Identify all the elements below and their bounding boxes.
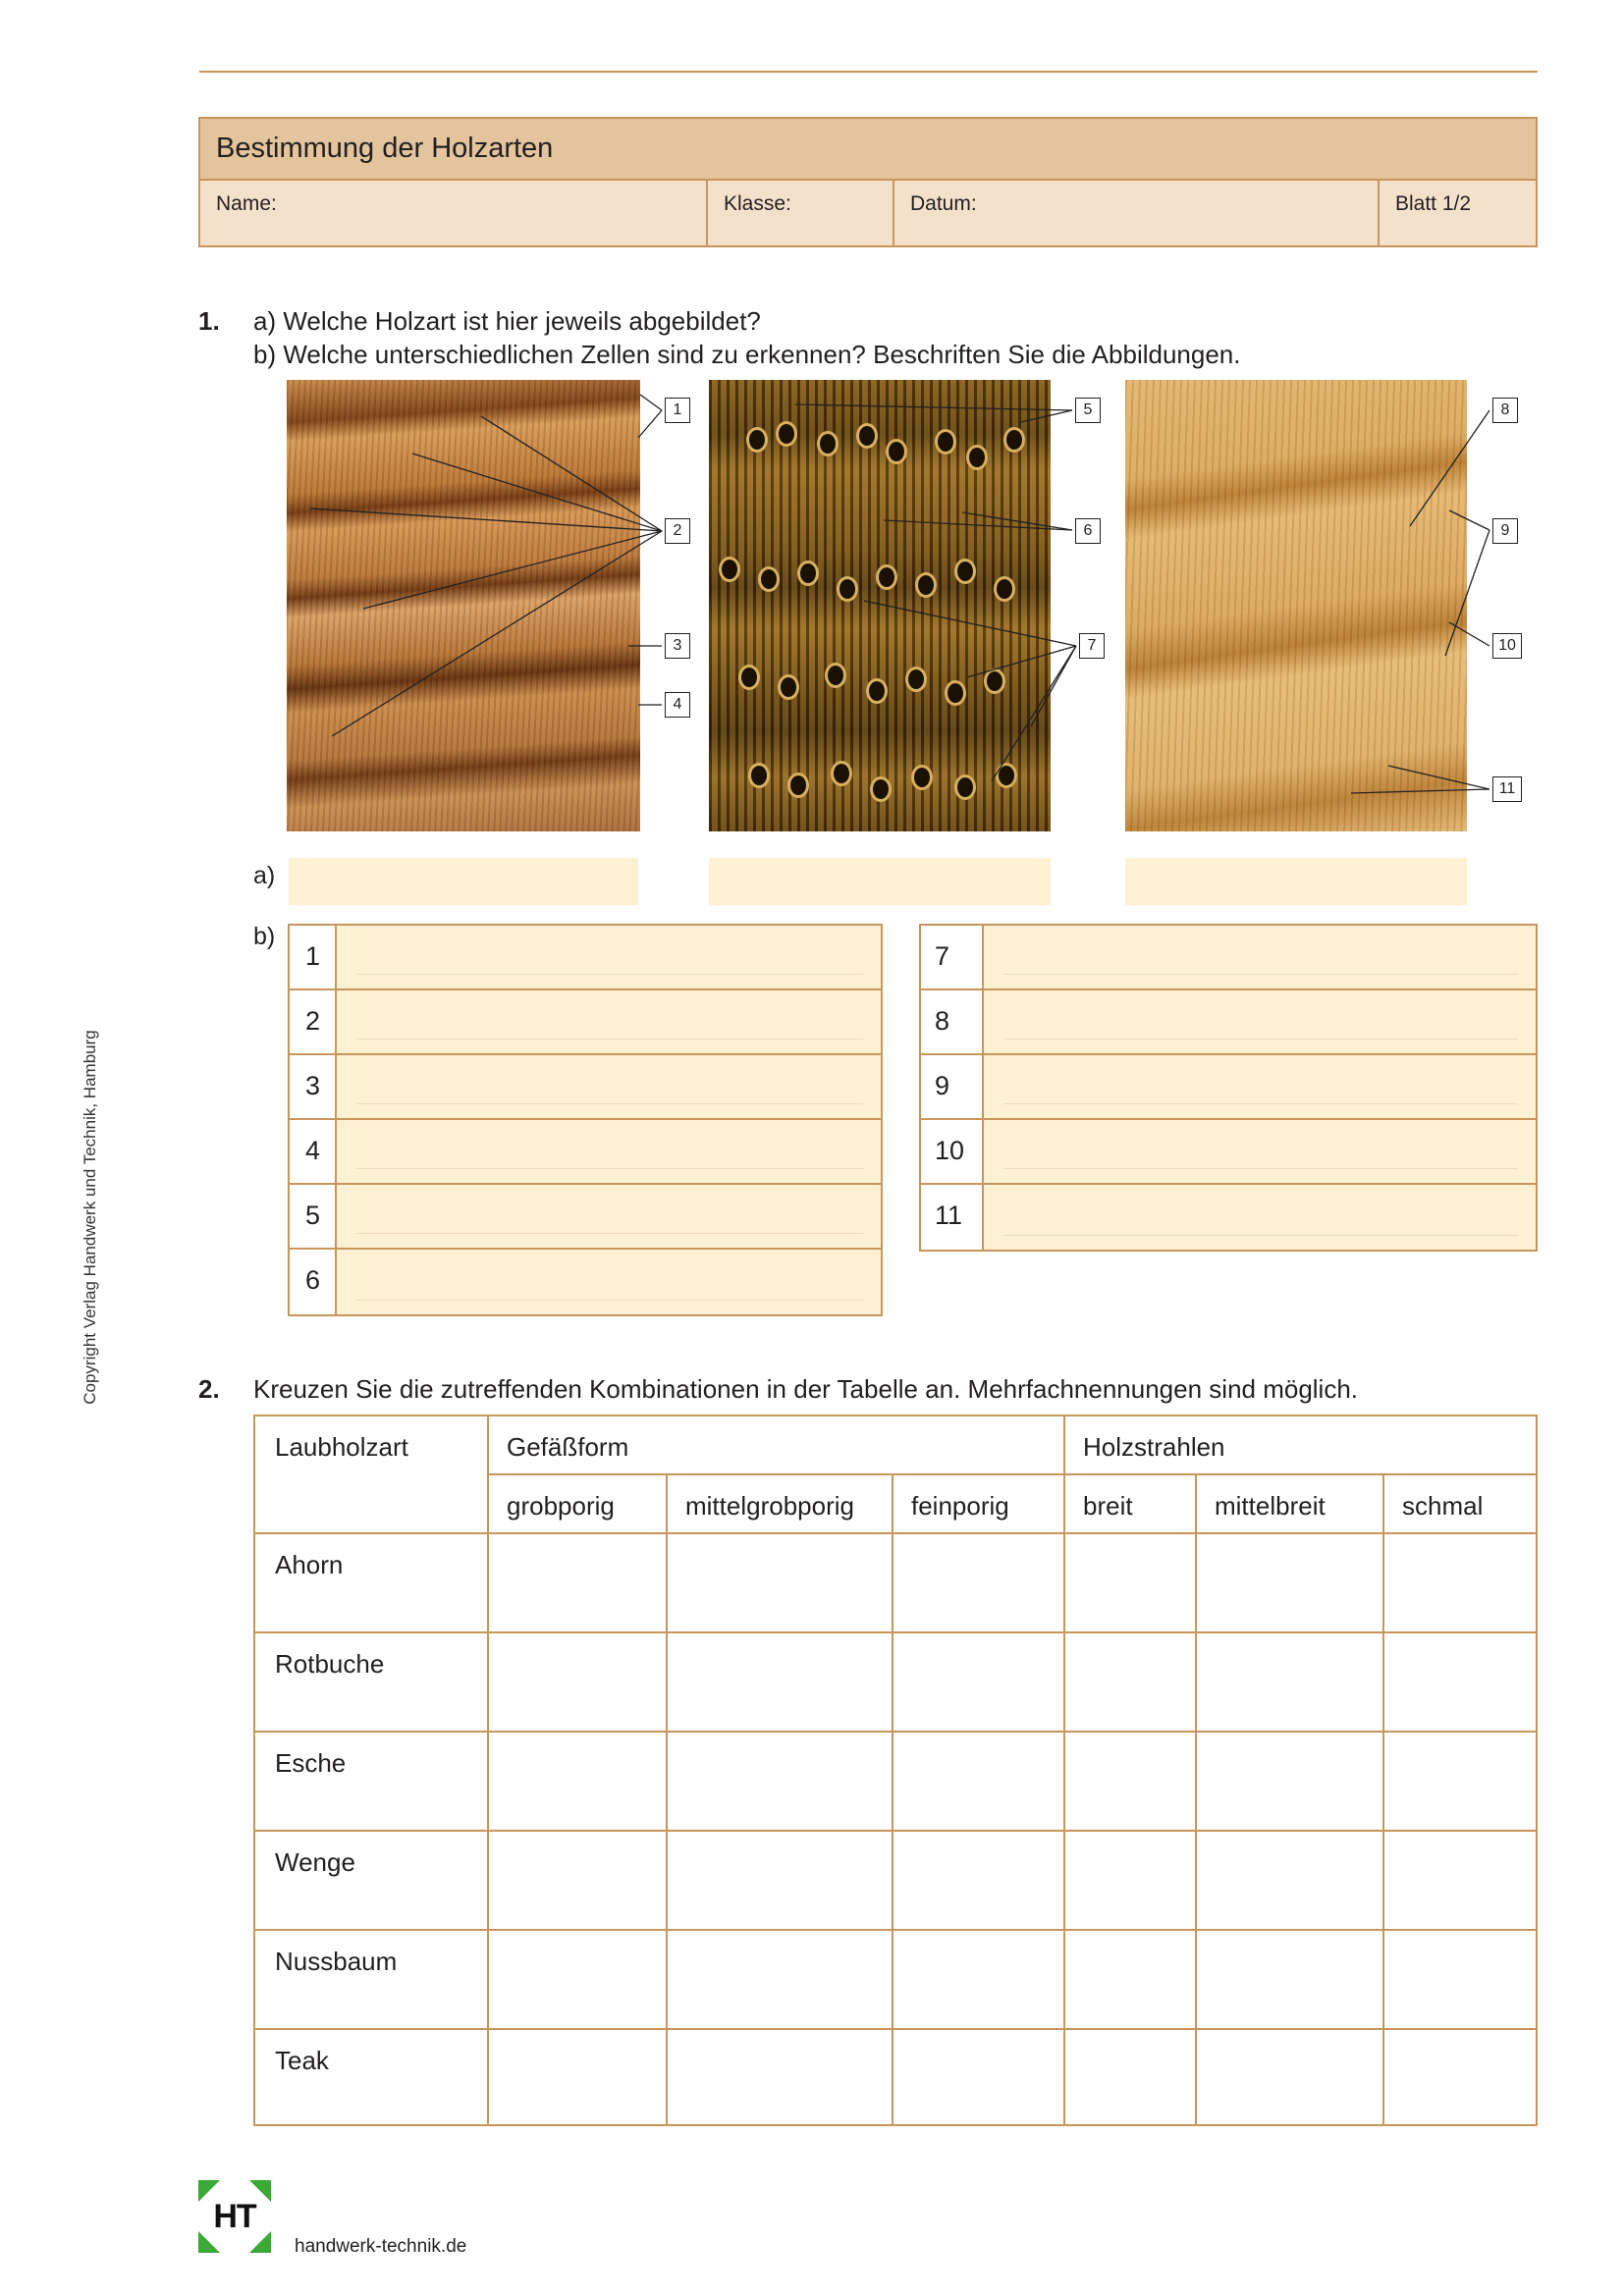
website-link[interactable]: handwerk-technik.de <box>295 2236 467 2257</box>
row-number: 8 <box>935 1006 950 1036</box>
cell-label-row[interactable] <box>290 1250 881 1314</box>
cell-label-row[interactable] <box>290 990 881 1055</box>
wood-rays-header: Holzstrahlen <box>1083 1432 1225 1462</box>
wood-photo-3 <box>1125 380 1467 831</box>
row-number: 11 <box>935 1201 963 1230</box>
cell-label-row[interactable] <box>921 1185 1536 1250</box>
callout-2: 2 <box>665 518 690 544</box>
callout-9: 9 <box>1492 518 1518 544</box>
row-number: 7 <box>935 941 950 971</box>
name-label: Name: <box>216 192 277 215</box>
task1-question-a: a) Welche Holzart ist hier jeweils abgebildet? <box>253 306 761 336</box>
cell-label-row[interactable] <box>921 1120 1536 1185</box>
wood-photo-2 <box>709 380 1051 831</box>
cell-label-row[interactable] <box>290 1120 881 1185</box>
date-field[interactable] <box>894 179 1380 245</box>
copyright-notice: Copyright Verlag Handwerk und Technik, Hamburg <box>81 1030 99 1405</box>
cell-label-row[interactable] <box>921 990 1536 1055</box>
row-number: 6 <box>305 1265 321 1295</box>
top-rule <box>199 71 1538 73</box>
sheet-label: Blatt 1/2 <box>1395 192 1472 215</box>
cell-labels-table-left <box>288 924 883 1316</box>
cell-label-row[interactable] <box>921 926 1536 990</box>
callout-1: 1 <box>665 398 690 423</box>
vessel-form-header: Gefäßform <box>507 1432 629 1462</box>
sub-header-breit: breit <box>1083 1491 1133 1521</box>
cell-label-row[interactable] <box>921 1055 1536 1120</box>
callout-10: 10 <box>1492 633 1522 659</box>
cell-labels-table-right <box>919 924 1538 1252</box>
callout-11: 11 <box>1492 776 1522 802</box>
sub-header-mittelbreit: mittelbreit <box>1215 1491 1326 1521</box>
table-row-checkboxes[interactable] <box>489 1832 1536 1929</box>
task1-question-b: b) Welche unterschiedlichen Zellen sind zu erkennen? Beschriften Sie die Abbildungen. <box>253 340 1241 369</box>
sub-header-grobporig: grobporig <box>507 1491 615 1521</box>
cell-label-row[interactable] <box>290 1055 881 1120</box>
row-number: 1 <box>305 941 321 971</box>
table-row-checkboxes[interactable] <box>489 1733 1536 1830</box>
row-number: 2 <box>305 1006 321 1036</box>
logo-text: HT <box>213 2198 256 2235</box>
callout-6: 6 <box>1075 518 1101 544</box>
row-number: 5 <box>305 1201 321 1230</box>
table-row-checkboxes[interactable] <box>489 1931 1536 2028</box>
wood-type-answer-2[interactable] <box>709 858 1051 905</box>
answer-a-label: a) <box>253 862 276 889</box>
wood-row-label: Esche <box>275 1748 347 1778</box>
wood-type-answer-3[interactable] <box>1125 858 1467 905</box>
task2-instruction: Kreuzen Sie die zutreffenden Kombinationen in der Tabelle an. Mehrfachnennungen sind möglich. <box>253 1374 1359 1404</box>
table-row-checkboxes[interactable] <box>489 2030 1536 2124</box>
name-field[interactable] <box>200 179 708 245</box>
callout-3: 3 <box>665 633 690 659</box>
sub-header-mittelgrobporig: mittelgrobporig <box>685 1491 854 1521</box>
callout-4: 4 <box>665 692 690 718</box>
row-number: 4 <box>305 1136 321 1165</box>
ht-logo <box>198 2180 271 2253</box>
sheet-number <box>1380 179 1536 245</box>
class-field[interactable] <box>708 179 894 245</box>
sub-header-schmal: schmal <box>1402 1491 1484 1521</box>
callout-8: 8 <box>1492 398 1518 423</box>
answer-b-label: b) <box>253 923 276 950</box>
date-label: Datum: <box>910 192 977 215</box>
wood-row-label: Rotbuche <box>275 1649 385 1679</box>
task2-number: 2. <box>198 1374 220 1404</box>
row-number: 9 <box>935 1071 950 1100</box>
wood-photo-1 <box>287 380 640 831</box>
cell-label-row[interactable] <box>290 1185 881 1250</box>
row-number: 3 <box>305 1071 321 1100</box>
row-number: 10 <box>935 1136 965 1165</box>
cell-label-row[interactable] <box>290 926 881 990</box>
task1-number: 1. <box>198 306 220 336</box>
worksheet-header <box>198 117 1538 247</box>
wood-type-answer-1[interactable] <box>289 858 638 905</box>
callout-7: 7 <box>1079 633 1105 659</box>
table-row-checkboxes[interactable] <box>489 1633 1536 1731</box>
class-label: Klasse: <box>724 192 791 215</box>
wood-row-label: Ahorn <box>275 1550 344 1579</box>
worksheet-title: Bestimmung der Holzarten <box>216 133 554 164</box>
sub-header-feinporig: feinporig <box>911 1491 1009 1521</box>
col-wood-header: Laubholzart <box>275 1432 408 1462</box>
wood-row-label: Teak <box>275 2046 329 2075</box>
wood-row-label: Nussbaum <box>275 1947 398 1976</box>
wood-properties-table <box>253 1415 1538 2126</box>
callout-5: 5 <box>1075 398 1101 423</box>
wood-row-label: Wenge <box>275 1847 355 1877</box>
table-row-checkboxes[interactable] <box>489 1534 1536 1631</box>
header-title-bar <box>200 119 1536 181</box>
